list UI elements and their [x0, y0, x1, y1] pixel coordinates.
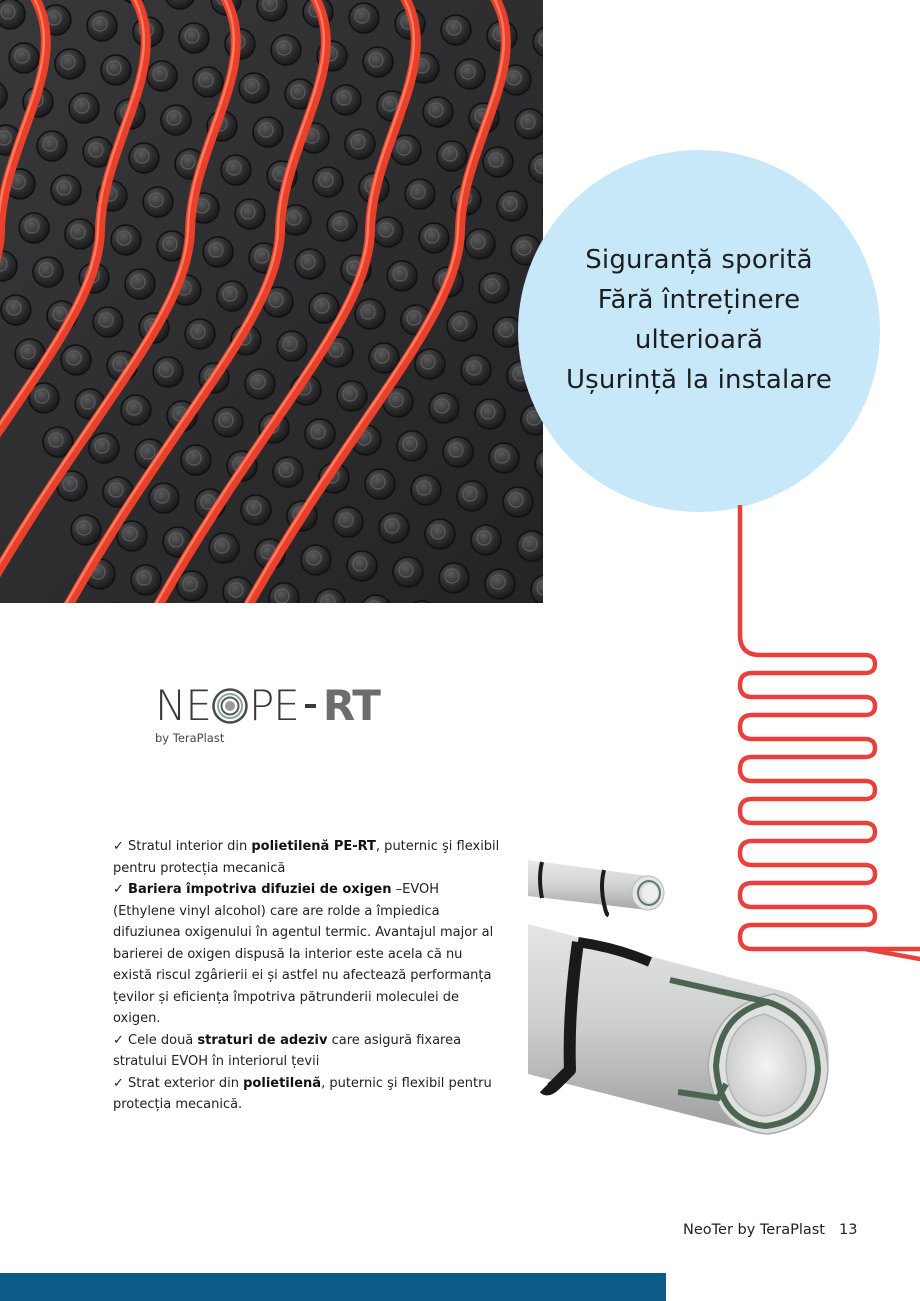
floor-panel-boss [419, 223, 449, 253]
floor-panel-boss [69, 93, 99, 123]
feature-text-pre: Strat exterior din [128, 1075, 244, 1091]
feature-description [113, 836, 505, 1116]
floor-panel-boss [313, 167, 343, 197]
floor-panel-boss [143, 187, 173, 217]
floor-panel-boss [213, 407, 243, 437]
floor-panel-boss [379, 513, 409, 543]
page-footer [683, 1222, 857, 1238]
floor-panel-boss [179, 23, 209, 53]
floor-panel-boss [457, 481, 487, 511]
check-icon: ✓ [113, 1032, 124, 1048]
floor-panel-boss [483, 147, 513, 177]
floor-panel-boss [181, 445, 211, 475]
floor-panel-boss [101, 55, 131, 85]
floor-panel-boss [485, 569, 515, 599]
floor-panel-boss [273, 457, 303, 487]
feature-text-bold: polietilenă PE-RT [251, 839, 376, 854]
floor-panel-boss [149, 483, 179, 513]
features-bubble [518, 150, 880, 512]
logo-text-pe: PE [248, 681, 299, 730]
floor-panel-boss [161, 105, 191, 135]
bottom-accent-bar [0, 1273, 666, 1301]
heating-pipes-image [0, 0, 543, 603]
floor-panel-boss [245, 369, 275, 399]
floor-panel-boss [347, 551, 377, 581]
floor-panel-boss [405, 179, 435, 209]
floor-panel-boss [295, 249, 325, 279]
floor-panel-boss [327, 211, 357, 241]
floor-panel-boss [305, 419, 335, 449]
floor-panel-boss [461, 355, 491, 385]
feature-item [113, 1073, 505, 1116]
bubble-line: Fără întreținere [597, 285, 801, 315]
floor-panel-boss [241, 495, 271, 525]
floor-panel-boss [503, 487, 533, 517]
feature-text-post: –EVOH (Ethylene vinyl alcohol) care are rolde a împiedica difuziunea oxigenului în agentul termic. Avantajul major al barierei de oxigen dispusă la interior este acela că nu există riscul zgârierii ei și astfel nu afectează performanța țevilor și eficiența împotriva pătrunderii moleculei de oxigen. [113, 882, 494, 1026]
check-icon: ✓ [113, 839, 124, 854]
page-number: 13 [838, 1222, 858, 1238]
floor-panel-boss [355, 299, 385, 329]
floor-panel-boss [203, 237, 233, 267]
logo-subtitle: by TeraPlast [155, 731, 225, 745]
neope-rt-logo [155, 683, 380, 745]
floor-panel-boss [89, 433, 119, 463]
floor-panel-boss [51, 175, 81, 205]
footer-brand: NeoTer by TeraPlast [683, 1222, 825, 1238]
floor-panel-boss [439, 563, 469, 593]
floor-panel-boss [153, 357, 183, 387]
underfloor-heating-photo [0, 0, 543, 603]
floor-panel-boss [333, 507, 363, 537]
floor-panel-boss [0, 0, 25, 29]
floor-panel-boss [253, 117, 283, 147]
feature-text-post: , puternic şi flexibil pentru protecția mecanică [113, 839, 500, 876]
floor-panel-boss [209, 533, 239, 563]
logo-text-ne: NE [155, 681, 211, 730]
logo-wordmark [155, 683, 380, 729]
floor-panel-boss [221, 155, 251, 185]
floor-panel-boss [465, 229, 495, 259]
floor-panel-boss [373, 217, 403, 247]
check-icon: ✓ [113, 1075, 124, 1091]
floor-panel-boss [193, 67, 223, 97]
floor-panel-boss [217, 281, 247, 311]
floor-panel-boss [489, 443, 519, 473]
floor-panel-boss [9, 43, 39, 73]
floor-panel-boss [475, 399, 505, 429]
floor-panel-boss [397, 431, 427, 461]
floor-panel-boss [61, 345, 91, 375]
floor-panel-boss [363, 47, 393, 77]
bubble-line: Siguranță sporită [585, 245, 813, 275]
floor-panel-boss [517, 531, 543, 561]
bubble-line: ulterioară [634, 325, 764, 355]
feature-text-bold: straturi de adeziv [197, 1032, 328, 1048]
floor-panel-boss [331, 85, 361, 115]
feature-item [113, 1030, 505, 1073]
feature-text-pre: Stratul interior din [128, 839, 252, 854]
check-icon: ✓ [113, 882, 124, 897]
floor-panel-boss [301, 545, 331, 575]
floor-panel-boss [337, 381, 367, 411]
large-pipe [528, 924, 829, 1134]
floor-panel-boss [177, 571, 207, 601]
floor-panel-boss [441, 15, 471, 45]
floor-panel-boss [515, 109, 543, 139]
floor-panel-boss [411, 475, 441, 505]
floor-panel-boss [415, 349, 445, 379]
floor-panel-boss [235, 199, 265, 229]
floor-panel-boss [19, 213, 49, 243]
floor-panel-boss [271, 35, 301, 65]
floor-panel-boss [65, 219, 95, 249]
feature-text-post: care asigură fixarea stratului EVOH în interiorul țevii [113, 1032, 462, 1069]
bubble-line: Ușurință la instalare [565, 365, 833, 395]
floor-panel-boss [425, 519, 455, 549]
floor-panel-boss [93, 307, 123, 337]
floor-panel-boss [87, 11, 117, 41]
floor-panel-boss [497, 191, 527, 221]
floor-panel-boss [349, 3, 379, 33]
floor-panel-boss [1, 295, 31, 325]
floor-panel-boss [131, 565, 161, 595]
feature-text-bold: polietilenă [243, 1075, 322, 1091]
floor-panel-boss [429, 393, 459, 423]
floor-panel-boss [393, 557, 423, 587]
floor-panel-boss [147, 61, 177, 91]
floor-panel-boss [185, 319, 215, 349]
floor-panel-boss [365, 469, 395, 499]
floor-panel-boss [437, 141, 467, 171]
floor-panel-boss [455, 59, 485, 89]
floor-panel-boss [129, 143, 159, 173]
floor-panel-boss [471, 525, 501, 555]
floor-panel-boss [33, 257, 63, 287]
feature-text-bold: Bariera împotriva difuziei de oxigen [128, 882, 392, 897]
floor-panel-boss [111, 225, 141, 255]
pipe-cross-section-icon [212, 688, 248, 724]
feature-item [113, 879, 505, 1030]
floor-panel-boss [309, 293, 339, 323]
floor-panel-boss [37, 131, 67, 161]
floor-panel-boss [479, 273, 509, 303]
floor-panel-boss [125, 269, 155, 299]
feature-item [113, 836, 505, 879]
floor-panel-boss [277, 331, 307, 361]
floor-panel-boss [369, 343, 399, 373]
feature-text-post: , puternic şi flexibil pentru protecția mecanică. [113, 1075, 492, 1112]
logo-dash [305, 704, 316, 708]
floor-panel-boss [443, 437, 473, 467]
floor-panel-boss [423, 97, 453, 127]
floor-panel-boss [387, 261, 417, 291]
floor-panel-boss [345, 129, 375, 159]
small-pipe [528, 860, 664, 916]
floor-panel-boss [239, 73, 269, 103]
floor-panel-boss [55, 49, 85, 79]
floor-panel-boss [121, 395, 151, 425]
pipe-product-illustration [528, 852, 848, 1182]
floor-panel-boss [447, 311, 477, 341]
logo-text-rt: RT [322, 681, 380, 730]
feature-text-pre: Cele două [128, 1032, 198, 1048]
floor-panel-boss [71, 515, 101, 545]
